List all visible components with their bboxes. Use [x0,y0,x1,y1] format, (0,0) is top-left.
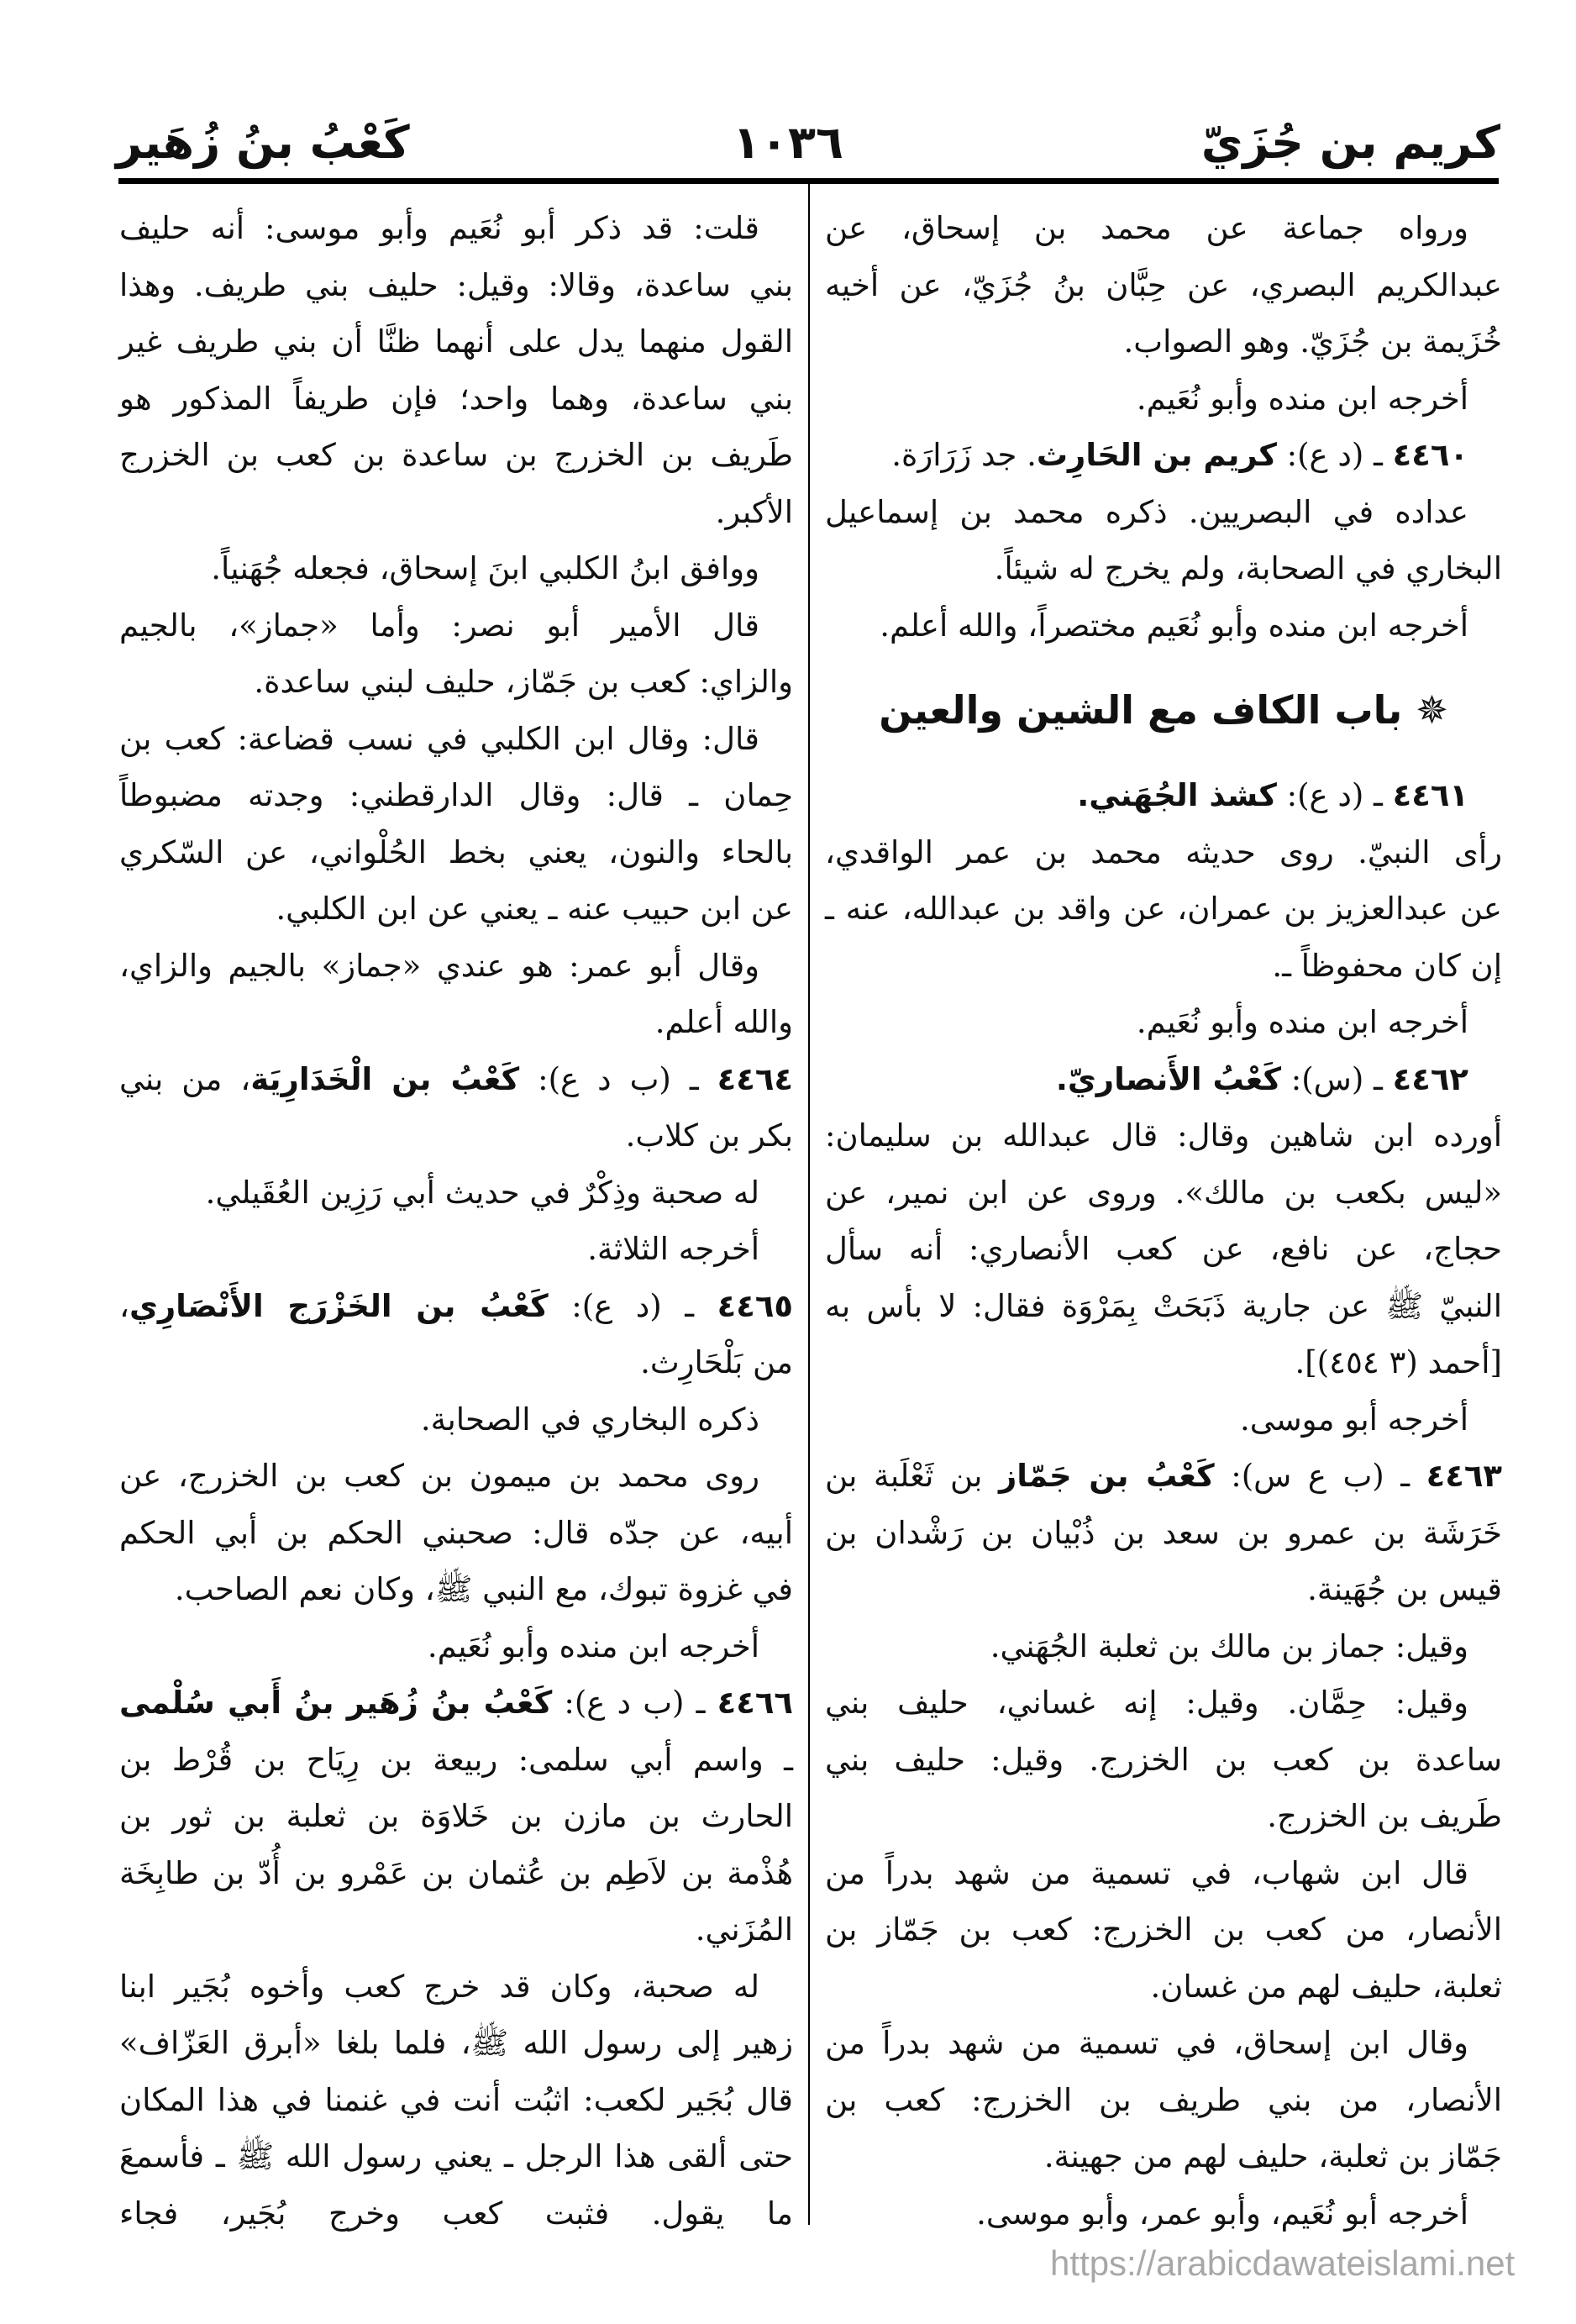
text-line [825,1788,1502,1845]
entry-name: كَعْبُ بنُ زُهَير بنُ أَبي سُلْمى [119,1685,553,1721]
text: ـ (ب ع س): [1214,1458,1426,1494]
text-line [825,2072,1502,2129]
running-head-right: كريم بن جُزَيّ [1200,116,1500,169]
text: الأكبر. [715,493,793,530]
text: هُذْمة بن لاَطِم بن عُثمان بن عَمْرو بن أُدّ بن طابِخَة [119,1854,793,1891]
text: له صحبة، وكان قد خرج كعب وأخوه بُجَير ابنا [119,1968,759,2005]
text: إن كان محفوظاً ـ. [1272,947,1502,984]
text: بكر بن كلاب. [625,1117,793,1154]
text: ، من بني [119,1060,251,1097]
text: رأى النبيّ. روى حديثه محمد بن عمر الواقدي، [825,833,1502,870]
text-line [825,2015,1502,2072]
text-line [825,1221,1502,1278]
text-line [119,1505,793,1562]
text-line [825,257,1502,314]
text-line [119,2185,793,2243]
right-column [825,200,1502,2242]
text: ثعلبة، حليف لهم من غسان. [1150,1968,1502,2005]
text-line [825,200,1502,257]
entry-heading-line [119,1278,793,1335]
entry-name: كَعْبُ الأَنصاريّ. [1055,1060,1282,1097]
text: ـ (د ع): [548,1287,717,1324]
text: ما يقول. فثبت كعب وخرج بُجَير، فجاء [119,2195,793,2232]
text-line [119,540,793,597]
text-line [119,1391,793,1449]
text-line [825,1334,1502,1391]
text: حتى ألقى هذا الرجل ـ يعني رسول الله ﷺ ـ فأسمعَ [119,2138,793,2174]
text: بني ساعدة، وهما واحد؛ فإن طريفاً المذكور هو [119,380,793,417]
text: ـ واسم أبي سلمى: ربيعة بن رِيَاح بن قُرْط بن [119,1741,793,1778]
text: بالحاء والنون، يعني بخط الحُلْواني، عن السّكري [119,833,793,870]
section-heading: ✵ باب الكاف مع الشين والعين [879,687,1448,733]
text-line [825,1618,1502,1675]
text: أخرجه أبو نُعَيم، وأبو عمر، وأبو موسى. [976,2195,1468,2232]
column-divider [808,183,810,2225]
text-line [119,1448,793,1505]
entry-number: ٤٤٦٦ [717,1685,794,1721]
text-line [119,711,793,768]
text-line [825,484,1502,541]
text: عن ابن حبيب عنه ـ يعني عن ابن الكلبي. [276,891,793,927]
text: الحارث بن مازن بن خَلاوَة بن ثعلبة بن ثور بن [119,1798,793,1834]
text: «ليس بكعب بن مالك». وروى عن ابن نمير، عن [825,1174,1502,1211]
text-line [119,1107,793,1165]
text: . جد زَرَارَة. [891,437,1037,473]
text: ووافق ابنُ الكلبي ابنَ إسحاق، فجعله جُهَنياً. [211,550,759,586]
entry-name: كَعْبُ بن الخَزْرَج الأَنْصَارِي [129,1287,549,1324]
text: روى محمد بن ميمون بن كعب بن الخزرج، عن [119,1458,759,1494]
entry-heading-line [825,1448,1502,1505]
text: قلت: قد ذكر أبو نُعَيم وأبو موسى: أنه حليف [119,210,759,246]
text: أخرجه أبو موسى. [1239,1401,1468,1438]
text: قال ابن شهاب، في تسمية من شهد بدراً من [825,1854,1468,1891]
text: أخرجه الثلاثة. [587,1231,759,1267]
text-line [825,1505,1502,1562]
text-line [119,371,793,428]
entry-name: كشذ الجُهَني. [1077,777,1277,813]
text-line [119,994,793,1051]
text: قيس بن جُهَينة. [1307,1571,1502,1607]
text: حجاج، عن نافع، عن كعب الأنصاري: أنه سأل [825,1231,1502,1267]
text: الأنصار، من كعب بن الخزرج: كعب بن جَمّاز بن [825,1911,1502,1948]
text: القول منهما يدل على أنهما ظنَّا أن بني طريف غير [119,323,793,360]
text: حِمان ـ قال: وقال الدارقطني: وجدته مضبوطاً [119,777,793,813]
entry-heading-line [825,767,1502,824]
text: وقيل: حِمَّان. وقيل: إنه غساني، حليف بني [825,1685,1468,1721]
text-line [119,2128,793,2185]
text: له صحبة وذِكْرٌ في حديث أبي رَزِين العُقَيلي. [205,1174,759,1211]
text-line [825,1391,1502,1449]
text-line [119,313,793,371]
text-line [825,1561,1502,1618]
text: طَريف بن الخزرج. [1267,1798,1502,1834]
text-line [119,1561,793,1618]
text: ـ (ب د ع): [552,1685,717,1721]
text-line [825,824,1502,881]
entry-heading-line [119,1051,793,1108]
text-line [119,824,793,881]
text: النبيّ ﷺ عن جارية ذَبَحَتْ بِمَرْوَة فقال: لا بأس به [825,1287,1502,1324]
entry-name: كريم بن الحَارِث [1036,437,1277,473]
left-column [119,200,793,2242]
text: والزاي: كعب بن جَمّاز، حليف لبني ساعدة. [254,664,793,700]
text: أخرجه ابن منده وأبو نُعَيم مختصراً، والله أعلم. [880,607,1468,644]
text: عبدالكريم البصري، عن حِبَّان بنُ جُزَيّ، عن أخيه [825,266,1502,303]
text-line [825,1845,1502,1902]
text: البخاري في الصحابة، ولم يخرج له شيئاً. [994,550,1502,586]
text: ذكره البخاري في الصحابة. [420,1401,759,1438]
text-line [119,2072,793,2129]
entry-number: ٤٤٦٤ [717,1060,793,1097]
text: أورده ابن شاهين وقال: قال عبدالله بن سليمان: [825,1117,1502,1154]
text: بن ثَعْلَبة بن [825,1458,999,1494]
text: أبيه، عن جدّه قال: صحبني الحكم بن أبي الحكم [119,1514,793,1551]
text-line [119,881,793,938]
text: ـ (ب د ع): [519,1060,717,1097]
entry-heading-line [825,427,1502,484]
text: ـ (س): [1281,1060,1393,1097]
text-line [825,597,1502,655]
text: ورواه جماعة عن محمد بن إسحاق، عن [825,210,1468,246]
text-line [825,1107,1502,1165]
text: عداده في البصريين. ذكره محمد بن إسماعيل [825,493,1468,530]
text: طَريف بن الخزرج بن ساعدة بن كعب بن الخزرج [119,437,793,473]
text-line [119,427,793,484]
text: عن عبدالعزيز بن عمران، عن واقد بن عبدالله، عنه ـ [825,891,1502,927]
text-line [825,938,1502,995]
text: أخرجه ابن منده وأبو نُعَيم. [1136,1004,1468,1040]
entry-number: ٤٤٦٢ [1392,1060,1468,1097]
text-line [119,654,793,711]
watermark: https://arabicdawateislami.net [1050,2243,1516,2283]
text-line [825,1901,1502,1959]
text-line [119,938,793,995]
text: ، [119,1287,129,1324]
running-head-left: كَعْبُ بنُ زُهَير [116,116,410,169]
text: ـ (د ع): [1276,437,1393,473]
text: المُزَني. [695,1911,793,1948]
text: جَمّاز بن ثعلبة، حليف لهم من جهينة. [1043,2138,1502,2174]
entry-name: كَعْبُ بن الْخَدَارِيَة [250,1060,520,1097]
text: أخرجه ابن منده وأبو نُعَيم. [427,1627,759,1664]
entry-heading-line [119,1675,793,1732]
text-line [119,484,793,541]
text: قال بُجَير لكعب: اثبُت أنت في غنمنا في هذا المكان [119,2081,793,2118]
text: قال: وقال ابن الكلبي في نسب قضاعة: كعب بن [119,720,759,757]
text: ساعدة بن كعب بن الخزرج. وقيل: حليف بني [825,1741,1502,1778]
text: الأنصار، من بني طريف بن الخزرج: كعب بن [825,2081,1502,2118]
text-line [825,371,1502,428]
text: خَرَشَة بن عمرو بن سعد بن ذُبْيان بن رَشْدان بن [825,1514,1502,1551]
entry-heading-line [825,1051,1502,1108]
text-line [825,994,1502,1051]
entry-number: ٤٤٦٣ [1426,1458,1503,1494]
text-line [119,2015,793,2072]
entry-name: كَعْبُ بن جَمّاز [998,1458,1215,1494]
text-line [119,597,793,655]
text-line [119,1788,793,1845]
text: ـ (د ع): [1276,777,1393,813]
text-line [825,1165,1502,1222]
text-line [119,1845,793,1902]
text-line [119,767,793,824]
text-line [825,1732,1502,1789]
text-line [825,881,1502,938]
text-line [119,1901,793,1959]
text-line [119,1221,793,1278]
text-line [119,1618,793,1675]
text: والله أعلم. [654,1004,793,1040]
text-line [119,200,793,257]
page-number: ١٠٣٦ [733,116,843,169]
text: وقال ابن إسحاق، في تسمية من شهد بدراً من [825,2025,1468,2061]
text: [أحمد (٣ ٤٥٤)]. [1295,1344,1502,1380]
text-line [119,257,793,314]
text-line [825,1959,1502,2016]
text-line [825,1278,1502,1335]
text-line [119,1334,793,1391]
text: في غزوة تبوك، مع النبي ﷺ، وكان نعم الصاحب. [174,1571,793,1607]
text-line [825,2185,1502,2243]
text: من بَلْحَارِث. [640,1344,793,1380]
text-line [825,540,1502,597]
text: أخرجه ابن منده وأبو نُعَيم. [1136,380,1468,417]
text: خُزَيمة بن جُزَيّ. وهو الصواب. [1123,323,1502,360]
text: وقيل: جماز بن مالك بن ثعلبة الجُهَني. [990,1627,1468,1664]
text-line [119,1732,793,1789]
text: وقال أبو عمر: هو عندي «جماز» بالجيم والزاي، [119,947,759,984]
text-line [825,1675,1502,1732]
entry-number: ٤٤٦٠ [1392,437,1468,473]
text: قال الأمير أبو نصر: وأما «جماز»، بالجيم [119,607,759,644]
text: زهير إلى رسول الله ﷺ، فلما بلغا «أبرق العَزّاف» [119,2025,793,2061]
text-line [119,1165,793,1222]
entry-number: ٤٤٦١ [1392,777,1468,813]
entry-number: ٤٤٦٥ [717,1287,793,1324]
text: بني ساعدة، وقالا: وقيل: حليف بني طريف. وهذا [119,266,793,303]
text-line [119,1959,793,2016]
text-line [825,2128,1502,2185]
text-line [825,313,1502,371]
